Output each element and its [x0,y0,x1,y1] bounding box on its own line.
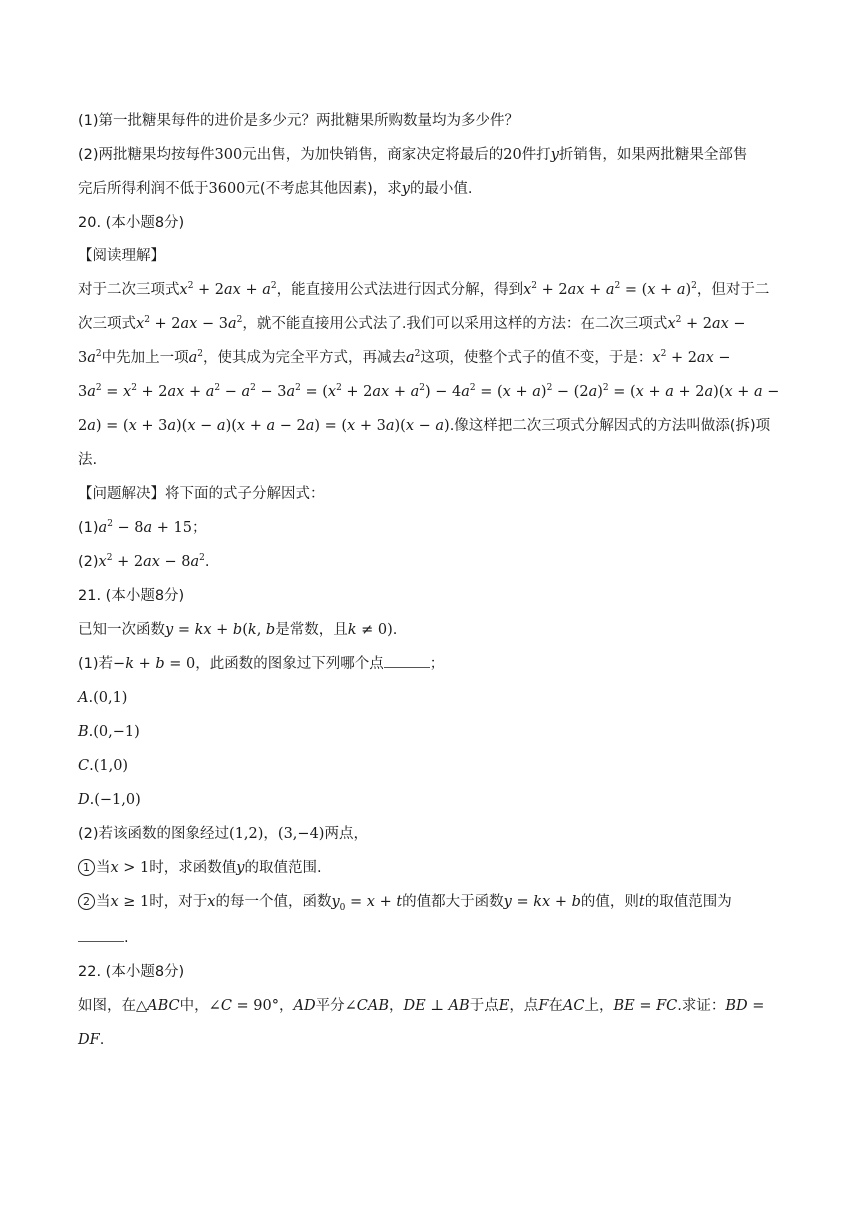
q21-option-a: A.(0,1) [78,690,128,706]
q20-text-line-1: 对于二次三项式$x^2 + 2ax + a^2$，能直接用公式法进行因式分解，得到$x^2 + 2ax + a^2 = (x + a)^2$，但对于二 [78,281,770,298]
q22-line1: 如图，在△ABC中，∠C = 90°，AD平分∠CAB，DE ⊥ AB于点E，点F在AC上，BE = FC.求证：BD = [78,998,765,1014]
q21-part1: (1)若−k + b = 0，此函数的图象过下列哪个点 ； [78,656,445,672]
q21-sub1: 1 当x > 1时，求函数值y的取值范围. [78,858,788,878]
q20-heading: 20. (本小题8分) [78,215,185,231]
q21-option-d: D.(−1,0) [78,792,141,808]
q19-part2-line2: 完后所得利润不低于3600元(不考虑其他因素)，求y的最小值. [78,181,473,197]
q21-sub2-line2: . [78,928,788,948]
q20-reading-label: 【阅读理解】 [78,248,165,264]
q20-problem-line: 【问题解决】将下面的式子分解因式： [78,486,325,502]
q21-stem: 已知一次函数y = kx + b(k, b是常数，且k ≠ 0). [78,622,398,638]
q22-heading: 22. (本小题8分) [78,964,185,980]
q19-part1: (1)第一批糖果每件的进价是多少元？两批糖果所购数量均为多少件？ [78,113,520,129]
q20-text-line-2: 次三项式$x^2 + 2ax - 3a^2$，就不能直接用公式法了.我们可以采用这样的方法：在二次三项式$x^2 + 2ax$ − [78,315,746,332]
q20-text-line-6: 法. [78,452,98,468]
q21-heading: 21. (本小题8分) [78,588,185,604]
q19-part2-line1: (2)两批糖果均按每件300元出售，为加快销售，商家决定将最后的20件打y折销售，如果两批糖果全部售 [78,147,748,163]
q21-option-b: B.(0,−1) [78,724,140,740]
q21-sub2-line1: 2 当x ≥ 1时，对于x的每一个值，函数$y_0 = x + t$的值都大于函数y = kx + b的值，则t的取值范围为 [78,892,788,912]
q20-text-line-5: 2a) = (x + 3a)(x − a)(x + a − 2a) = (x + 3a)(x − a).像这样把二次三项式分解因式的方法叫做添(拆)项 [78,418,771,434]
q21-part2: (2)若该函数的图象经过(1,2)，(3,−4)两点， [78,826,368,842]
q22-line2: DF. [78,1032,105,1048]
q21-option-c: C.(1,0) [78,758,129,774]
q20-item-1: $(1)a^2 - 8a + 15$； [78,519,207,536]
q20-text-line-3: $3a^2$中先加上一项$a^2$，使其成为完全平方式，再减去$a^2$这项，使整个式子的值不变，于是：$x^2 + 2ax$ − [78,349,731,366]
q20-text-line-4: $3a^2 = x^2 + 2ax + a^2 - a^2 - 3a^2 = (x^2 + 2ax + a^2) - 4a^2 = (x + a)^2 - (2a)^2 = (x + a + 2a)(x + a$ − [78,383,780,400]
q20-item-2: $(2)x^2 + 2ax - 8a^2$. [78,553,210,570]
